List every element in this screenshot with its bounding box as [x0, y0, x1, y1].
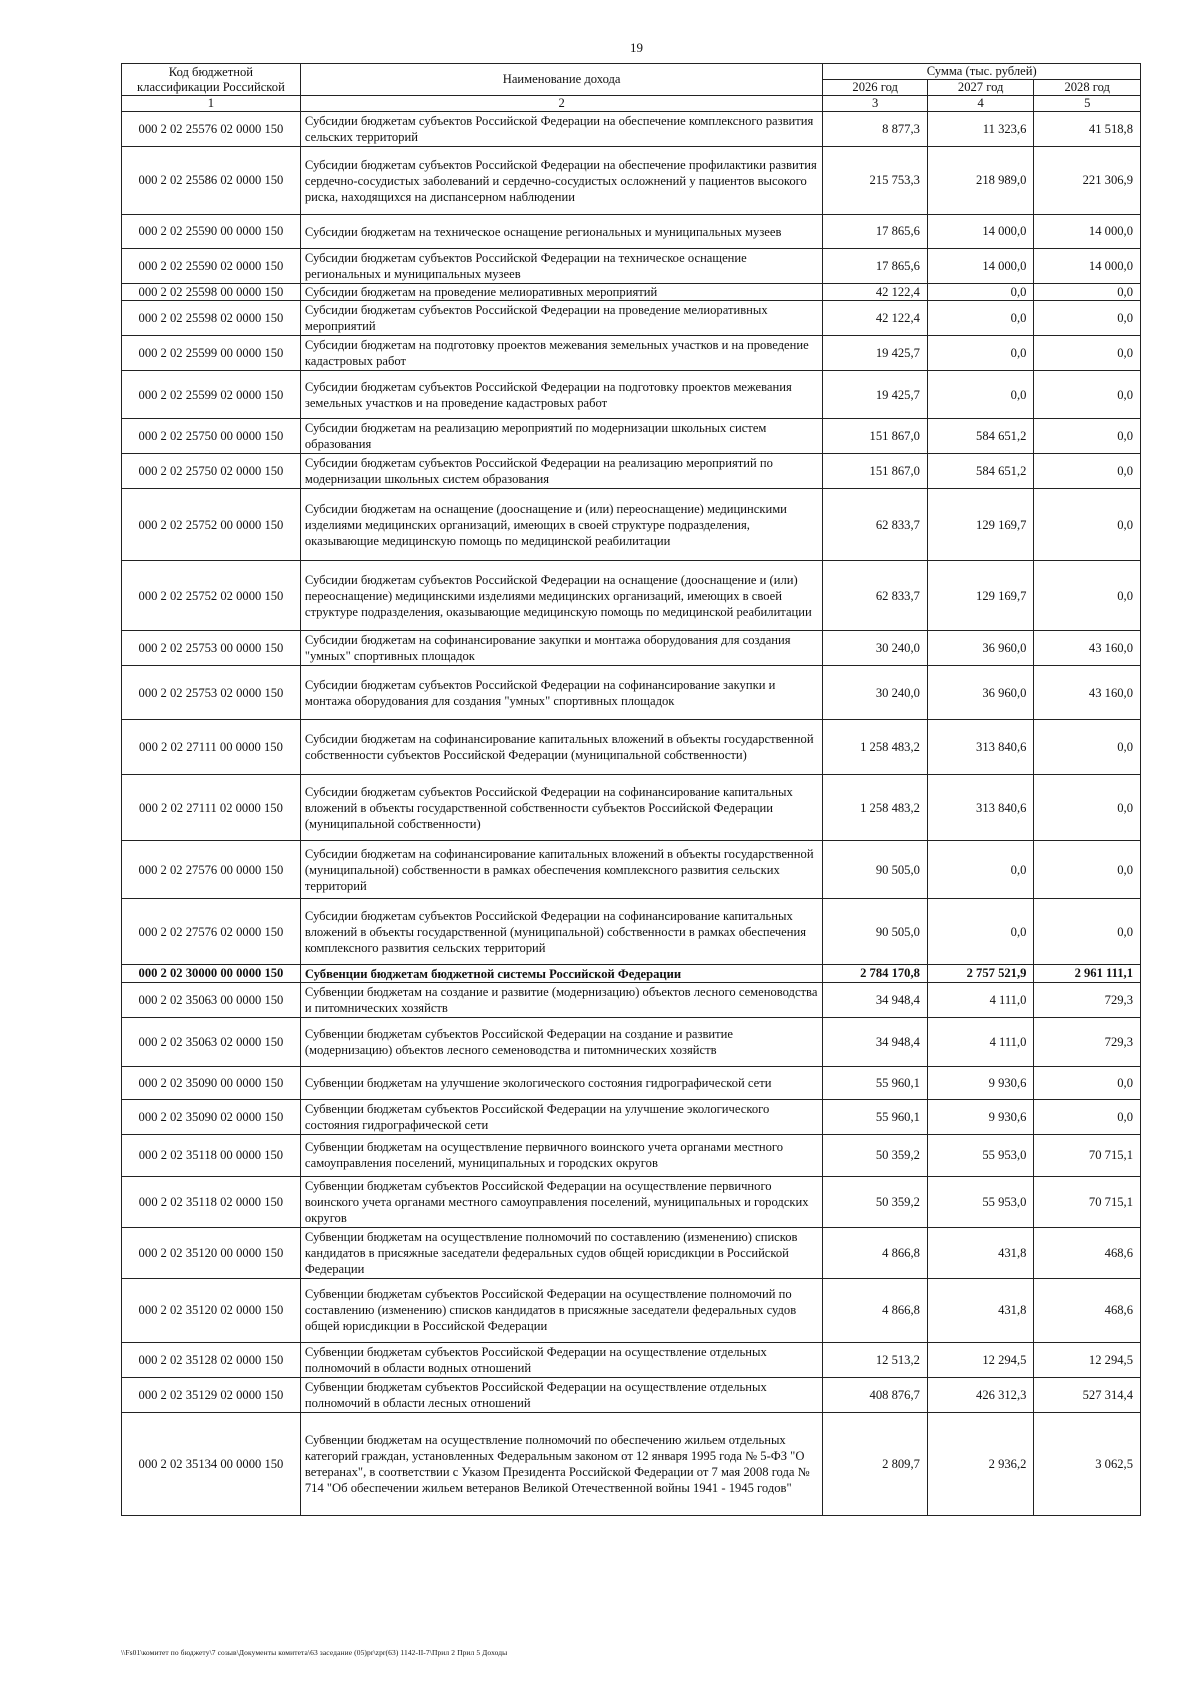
value-2027: 14 000,0: [927, 249, 1034, 284]
value-2028: 221 306,9: [1034, 147, 1141, 215]
value-2027: 0,0: [927, 336, 1034, 371]
value-2028: 527 314,4: [1034, 1377, 1141, 1412]
value-2027: 2 936,2: [927, 1412, 1034, 1515]
code-cell: 000 2 02 27111 00 0000 150: [122, 720, 301, 775]
value-2027: 4 111,0: [927, 1017, 1034, 1066]
value-2026: 2 809,7: [823, 1412, 928, 1515]
value-2028: 0,0: [1034, 561, 1141, 631]
value-2026: 151 867,0: [823, 419, 928, 454]
value-2028: 3 062,5: [1034, 1412, 1141, 1515]
value-2028: 2 961 111,1: [1034, 965, 1141, 982]
name-cell: Субвенции бюджетам субъектов Российской Федерации на осуществление отдельных полномочий в области лесных отношений: [300, 1377, 823, 1412]
code-cell: 000 2 02 25598 02 0000 150: [122, 301, 301, 336]
table-row: [122, 419, 1141, 454]
value-2027: 11 323,6: [927, 112, 1034, 147]
name-cell: Субвенции бюджетам бюджетной системы Российской Федерации: [300, 965, 823, 982]
table-row: [122, 982, 1141, 1017]
code-cell: 000 2 02 27576 00 0000 150: [122, 841, 301, 899]
code-cell: 000 2 02 35129 02 0000 150: [122, 1377, 301, 1412]
value-2028: 0,0: [1034, 1066, 1141, 1099]
table-row: [122, 301, 1141, 336]
value-2026: 34 948,4: [823, 1017, 928, 1066]
value-2028: 43 160,0: [1034, 666, 1141, 720]
value-2028: 0,0: [1034, 775, 1141, 841]
header-year-2027: 2027 год: [927, 80, 1034, 96]
value-2028: 0,0: [1034, 284, 1141, 301]
value-2026: 12 513,2: [823, 1342, 928, 1377]
value-2026: 215 753,3: [823, 147, 928, 215]
code-cell: 000 2 02 35063 00 0000 150: [122, 982, 301, 1017]
value-2028: 0,0: [1034, 489, 1141, 561]
value-2026: 30 240,0: [823, 631, 928, 666]
column-number: 3: [823, 96, 928, 112]
code-cell: 000 2 02 25599 02 0000 150: [122, 371, 301, 419]
code-cell: 000 2 02 25590 00 0000 150: [122, 215, 301, 249]
name-cell: Субвенции бюджетам на осуществление полномочий по составлению (изменению) списков кандидатов в присяжные заседатели федеральных судов общей юрисдикции в Российской Федерации: [300, 1227, 823, 1278]
column-number: 2: [300, 96, 823, 112]
name-cell: Субсидии бюджетам субъектов Российской Федерации на обеспечение профилактики развития сердечно-сосудистых заболеваний и сердечно-сосудистых осложнений у пациентов высокого риска, находящихся на диспансерном наблюдении: [300, 147, 823, 215]
value-2028: 70 715,1: [1034, 1176, 1141, 1227]
code-cell: 000 2 02 25599 00 0000 150: [122, 336, 301, 371]
value-2028: 0,0: [1034, 371, 1141, 419]
value-2026: 408 876,7: [823, 1377, 928, 1412]
table-row: [122, 336, 1141, 371]
code-cell: 000 2 02 35128 02 0000 150: [122, 1342, 301, 1377]
value-2026: 2 784 170,8: [823, 965, 928, 982]
code-cell: 000 2 02 25586 02 0000 150: [122, 147, 301, 215]
value-2028: 12 294,5: [1034, 1342, 1141, 1377]
value-2026: 55 960,1: [823, 1099, 928, 1134]
value-2027: 9 930,6: [927, 1099, 1034, 1134]
code-cell: 000 2 02 35118 00 0000 150: [122, 1134, 301, 1176]
value-2026: 62 833,7: [823, 489, 928, 561]
code-cell: 000 2 02 35090 02 0000 150: [122, 1099, 301, 1134]
value-2028: 41 518,8: [1034, 112, 1141, 147]
code-cell: 000 2 02 25590 02 0000 150: [122, 249, 301, 284]
name-cell: Субсидии бюджетам субъектов Российской Федерации на софинансирование капитальных вложений в объекты государственной (муниципальной) собственности в рамках обеспечения комплексного развития сельских территорий: [300, 899, 823, 965]
table-row: [122, 112, 1141, 147]
name-cell: Субсидии бюджетам субъектов Российской Федерации на софинансирование закупки и монтажа оборудования для создания "умных" спортивных площадок: [300, 666, 823, 720]
table-row: [122, 215, 1141, 249]
value-2028: 0,0: [1034, 1099, 1141, 1134]
table-row: [122, 1066, 1141, 1099]
value-2027: 426 312,3: [927, 1377, 1034, 1412]
budget-table: [121, 63, 1141, 1516]
table-header: [122, 64, 1141, 112]
table-body: [122, 112, 1141, 1516]
name-cell: Субвенции бюджетам на создание и развитие (модернизацию) объектов лесного семеноводства и питомнических хозяйств: [300, 982, 823, 1017]
table-row: [122, 666, 1141, 720]
table-row: [122, 1342, 1141, 1377]
header-name: Наименование дохода: [300, 64, 823, 96]
value-2028: 468,6: [1034, 1227, 1141, 1278]
value-2027: 129 169,7: [927, 489, 1034, 561]
table-row: [122, 1377, 1141, 1412]
value-2028: 14 000,0: [1034, 249, 1141, 284]
table-row: [122, 1099, 1141, 1134]
value-2026: 1 258 483,2: [823, 775, 928, 841]
name-cell: Субсидии бюджетам на подготовку проектов межевания земельных участков и на проведение кадастровых работ: [300, 336, 823, 371]
code-cell: 000 2 02 25753 00 0000 150: [122, 631, 301, 666]
value-2026: 90 505,0: [823, 841, 928, 899]
name-cell: Субвенции бюджетам субъектов Российской Федерации на осуществление первичного воинского учета органами местного самоуправления поселений, муниципальных и городских округов: [300, 1176, 823, 1227]
value-2028: 70 715,1: [1034, 1134, 1141, 1176]
value-2027: 218 989,0: [927, 147, 1034, 215]
table-row: [122, 899, 1141, 965]
value-2027: 9 930,6: [927, 1066, 1034, 1099]
name-cell: Субсидии бюджетам субъектов Российской Федерации на оснащение (дооснащение и (или) переоснащение) медицинскими изделиями медицинских организаций, имеющих в своей структуре подразделения, оказывающие медицинскую помощь по медицинской реабилитации: [300, 561, 823, 631]
value-2026: 4 866,8: [823, 1278, 928, 1342]
name-cell: Субвенции бюджетам субъектов Российской Федерации на улучшение экологического состояния гидрографической сети: [300, 1099, 823, 1134]
value-2026: 1 258 483,2: [823, 720, 928, 775]
name-cell: Субсидии бюджетам субъектов Российской Федерации на проведение мелиоративных мероприятий: [300, 301, 823, 336]
name-cell: Субсидии бюджетам на техническое оснащение региональных и муниципальных музеев: [300, 215, 823, 249]
value-2027: 431,8: [927, 1278, 1034, 1342]
code-cell: 000 2 02 35090 00 0000 150: [122, 1066, 301, 1099]
table-row: [122, 631, 1141, 666]
value-2027: 584 651,2: [927, 454, 1034, 489]
code-cell: 000 2 02 25576 02 0000 150: [122, 112, 301, 147]
value-2026: 4 866,8: [823, 1227, 928, 1278]
value-2026: 8 877,3: [823, 112, 928, 147]
name-cell: Субвенции бюджетам на улучшение экологического состояния гидрографической сети: [300, 1066, 823, 1099]
code-cell: 000 2 02 25752 02 0000 150: [122, 561, 301, 631]
table-row: [122, 249, 1141, 284]
table-row: [122, 1134, 1141, 1176]
value-2027: 0,0: [927, 841, 1034, 899]
value-2027: 36 960,0: [927, 666, 1034, 720]
value-2027: 55 953,0: [927, 1134, 1034, 1176]
value-2028: 14 000,0: [1034, 215, 1141, 249]
name-cell: Субсидии бюджетам субъектов Российской Федерации на реализацию мероприятий по модернизации школьных систем образования: [300, 454, 823, 489]
value-2026: 151 867,0: [823, 454, 928, 489]
name-cell: Субсидии бюджетам на оснащение (дооснащение и (или) переоснащение) медицинскими изделиями медицинских организаций, имеющих в своей структуре подразделения, оказывающие медицинскую помощь по медицинской реабилитации: [300, 489, 823, 561]
name-cell: Субсидии бюджетам субъектов Российской Федерации на софинансирование капитальных вложений в объекты государственной собственности субъектов Российской Федерации (муниципальной собственности): [300, 775, 823, 841]
code-cell: 000 2 02 25750 00 0000 150: [122, 419, 301, 454]
code-cell: 000 2 02 25598 00 0000 150: [122, 284, 301, 301]
code-cell: 000 2 02 35063 02 0000 150: [122, 1017, 301, 1066]
name-cell: Субсидии бюджетам на софинансирование закупки и монтажа оборудования для создания "умных" спортивных площадок: [300, 631, 823, 666]
value-2026: 42 122,4: [823, 301, 928, 336]
header-year-2028: 2028 год: [1034, 80, 1141, 96]
table-row: [122, 1227, 1141, 1278]
code-cell: 000 2 02 35118 02 0000 150: [122, 1176, 301, 1227]
page-number: 19: [630, 40, 643, 55]
header-sum: Сумма (тыс. рублей): [823, 64, 1141, 80]
code-cell: 000 2 02 25750 02 0000 150: [122, 454, 301, 489]
value-2027: 129 169,7: [927, 561, 1034, 631]
name-cell: Субсидии бюджетам на софинансирование капитальных вложений в объекты государственной собственности субъектов Российской Федерации (муниципальной собственности): [300, 720, 823, 775]
table-row: [122, 1412, 1141, 1515]
value-2028: 0,0: [1034, 301, 1141, 336]
value-2026: 17 865,6: [823, 249, 928, 284]
value-2026: 17 865,6: [823, 215, 928, 249]
name-cell: Субсидии бюджетам субъектов Российской Федерации на техническое оснащение региональных и муниципальных музеев: [300, 249, 823, 284]
value-2027: 4 111,0: [927, 982, 1034, 1017]
name-cell: Субвенции бюджетам на осуществление первичного воинского учета органами местного самоуправления поселений, муниципальных и городских округов: [300, 1134, 823, 1176]
name-cell: Субсидии бюджетам на проведение мелиоративных мероприятий: [300, 284, 823, 301]
column-number: 4: [927, 96, 1034, 112]
footer-file-path: \\Fs01\комитет по бюджету\7 созыв\Документы комитета\63 заседание (05)pr\zpr(63) 1142-II-7\Прил 2 Прил 5 Доходы: [121, 1648, 508, 1657]
value-2026: 90 505,0: [823, 899, 928, 965]
name-cell: Субсидии бюджетам на реализацию мероприятий по модернизации школьных систем образования: [300, 419, 823, 454]
value-2027: 36 960,0: [927, 631, 1034, 666]
value-2028: 0,0: [1034, 841, 1141, 899]
value-2027: 0,0: [927, 284, 1034, 301]
value-2028: 0,0: [1034, 336, 1141, 371]
table-row: [122, 720, 1141, 775]
value-2028: 468,6: [1034, 1278, 1141, 1342]
table-row: [122, 1176, 1141, 1227]
table-row: [122, 561, 1141, 631]
value-2027: 0,0: [927, 301, 1034, 336]
value-2026: 42 122,4: [823, 284, 928, 301]
table-row: [122, 284, 1141, 301]
value-2027: 584 651,2: [927, 419, 1034, 454]
code-cell: 000 2 02 35120 00 0000 150: [122, 1227, 301, 1278]
table-row: [122, 775, 1141, 841]
value-2028: 0,0: [1034, 454, 1141, 489]
code-cell: 000 2 02 27576 02 0000 150: [122, 899, 301, 965]
value-2028: 0,0: [1034, 899, 1141, 965]
name-cell: Субсидии бюджетам на софинансирование капитальных вложений в объекты государственной (муниципальной) собственности в рамках обеспечения комплексного развития сельских территорий: [300, 841, 823, 899]
header-year-2026: 2026 год: [823, 80, 928, 96]
value-2028: 43 160,0: [1034, 631, 1141, 666]
name-cell: Субсидии бюджетам субъектов Российской Федерации на подготовку проектов межевания земельных участков и на проведение кадастровых работ: [300, 371, 823, 419]
value-2028: 729,3: [1034, 1017, 1141, 1066]
table-row: [122, 965, 1141, 982]
value-2026: 50 359,2: [823, 1176, 928, 1227]
name-cell: Субсидии бюджетам субъектов Российской Федерации на обеспечение комплексного развития сельских территорий: [300, 112, 823, 147]
code-cell: 000 2 02 27111 02 0000 150: [122, 775, 301, 841]
value-2027: 0,0: [927, 899, 1034, 965]
value-2026: 62 833,7: [823, 561, 928, 631]
code-cell: 000 2 02 25752 00 0000 150: [122, 489, 301, 561]
value-2027: 14 000,0: [927, 215, 1034, 249]
value-2026: 30 240,0: [823, 666, 928, 720]
value-2026: 50 359,2: [823, 1134, 928, 1176]
value-2026: 19 425,7: [823, 336, 928, 371]
table-row: [122, 489, 1141, 561]
value-2027: 431,8: [927, 1227, 1034, 1278]
column-number: 5: [1034, 96, 1141, 112]
value-2027: 55 953,0: [927, 1176, 1034, 1227]
table-row: [122, 371, 1141, 419]
name-cell: Субвенции бюджетам на осуществление полномочий по обеспечению жильем отдельных категорий граждан, установленных Федеральным законом от 12 января 1995 года № 5-ФЗ "О ветеранах", в соответствии с Указом Президента Российской Федерации от 7 мая 2008 года № 714 "Об обеспечении жильем ветеранов Великой Отечественной войны 1941 - 1945 годов": [300, 1412, 823, 1515]
code-cell: 000 2 02 30000 00 0000 150: [122, 965, 301, 982]
value-2026: 34 948,4: [823, 982, 928, 1017]
value-2026: 55 960,1: [823, 1066, 928, 1099]
value-2028: 0,0: [1034, 720, 1141, 775]
value-2027: 2 757 521,9: [927, 965, 1034, 982]
table-row: [122, 454, 1141, 489]
value-2028: 0,0: [1034, 419, 1141, 454]
name-cell: Субвенции бюджетам субъектов Российской Федерации на создание и развитие (модернизацию) объектов лесного семеноводства и питомнических хозяйств: [300, 1017, 823, 1066]
header-code: Код бюджетной классификации Российской: [122, 64, 301, 96]
table-row: [122, 841, 1141, 899]
code-cell: 000 2 02 25753 02 0000 150: [122, 666, 301, 720]
value-2027: 0,0: [927, 371, 1034, 419]
column-number: 1: [122, 96, 301, 112]
value-2027: 12 294,5: [927, 1342, 1034, 1377]
value-2026: 19 425,7: [823, 371, 928, 419]
table-row: [122, 147, 1141, 215]
name-cell: Субвенции бюджетам субъектов Российской Федерации на осуществление полномочий по составлению (изменению) списков кандидатов в присяжные заседатели федеральных судов общей юрисдикции в Российской Федерации: [300, 1278, 823, 1342]
value-2027: 313 840,6: [927, 720, 1034, 775]
name-cell: Субвенции бюджетам субъектов Российской Федерации на осуществление отдельных полномочий в области водных отношений: [300, 1342, 823, 1377]
code-cell: 000 2 02 35134 00 0000 150: [122, 1412, 301, 1515]
table-row: [122, 1017, 1141, 1066]
value-2028: 729,3: [1034, 982, 1141, 1017]
table-row: [122, 1278, 1141, 1342]
code-cell: 000 2 02 35120 02 0000 150: [122, 1278, 301, 1342]
value-2027: 313 840,6: [927, 775, 1034, 841]
